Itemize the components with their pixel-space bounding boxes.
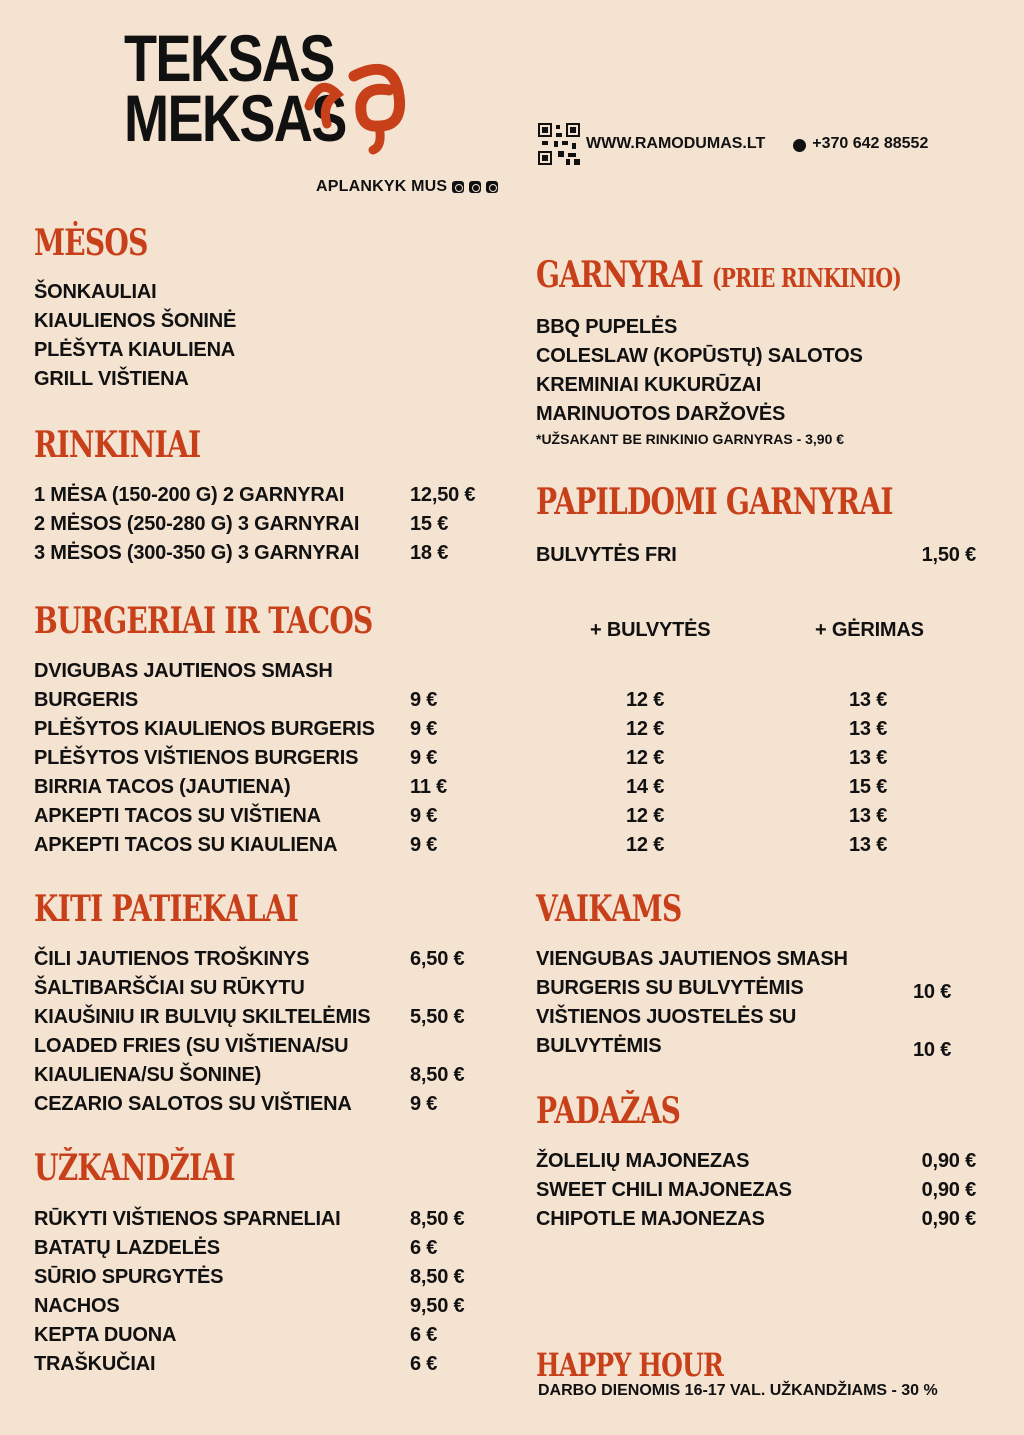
menu-row xyxy=(34,1263,504,1292)
item-price: 15 € xyxy=(410,513,449,535)
item-price: 6 € xyxy=(410,1353,438,1375)
menu-row xyxy=(34,1205,504,1234)
list-item: KIAULIENOS ŠONINĖ xyxy=(34,310,237,332)
item-price: 9 € xyxy=(410,805,438,827)
item-name: LOADED FRIES (SU VIŠTIENA/SU xyxy=(34,1035,349,1057)
menu-row xyxy=(34,1234,504,1263)
item-name: KIAULIENA/SU ŠONINE) xyxy=(34,1064,262,1086)
item-name: PLĖŠYTOS KIAULIENOS BURGERIS xyxy=(34,718,375,740)
item-price: 0,90 € xyxy=(921,1150,976,1172)
item-price-drink: 13 € xyxy=(849,747,888,769)
menu-row xyxy=(34,539,504,568)
logo-line-2: MEKSAS xyxy=(124,81,346,155)
section-title-vaikams: VAIKAMS xyxy=(536,888,682,930)
item-price: 11 € xyxy=(410,776,448,798)
item-name: RŪKYTI VIŠTIENOS SPARNELIAI xyxy=(34,1208,341,1230)
item-price: 9,50 € xyxy=(410,1295,465,1317)
item-name: KIAUŠINIU IR BULVIŲ SKILTELĖMIS xyxy=(34,1006,371,1028)
menu-row xyxy=(34,1350,504,1379)
item-name: SŪRIO SPURGYTĖS xyxy=(34,1266,224,1288)
column-header-gerimas: + GĖRIMAS xyxy=(815,619,924,641)
item-price-drink: 13 € xyxy=(849,805,888,827)
rinkiniai-list xyxy=(34,481,504,568)
menu-row xyxy=(34,657,914,686)
item-price-drink: 13 € xyxy=(849,689,888,711)
section-title-uzkandziai: UŽKANDŽIAI xyxy=(34,1147,235,1189)
garnyrai-note: *UŽSAKANT BE RINKINIO GARNYRAS - 3,90 € xyxy=(536,431,845,447)
item-price: 10 € xyxy=(913,1039,952,1061)
item-price-drink: 13 € xyxy=(849,834,888,856)
menu-row xyxy=(536,974,976,1003)
item-price-drink: 15 € xyxy=(849,776,888,798)
menu-row xyxy=(34,831,914,860)
item-name: BATATŲ LAZDELĖS xyxy=(34,1237,220,1259)
visit-us-label: APLANKYK MUS xyxy=(316,178,448,195)
item-price-fries: 14 € xyxy=(626,776,665,798)
section-title-mesos: MĖSOS xyxy=(34,222,148,264)
menu-row xyxy=(536,1176,976,1205)
item-price-fries: 12 € xyxy=(626,718,665,740)
item-price: 0,90 € xyxy=(921,1179,976,1201)
item-price-fries: 12 € xyxy=(626,805,665,827)
item-name: APKEPTI TACOS SU VIŠTIENA xyxy=(34,805,321,827)
menu-row xyxy=(34,686,914,715)
list-item: ŠONKAULIAI xyxy=(34,281,157,303)
menu-row xyxy=(34,1321,504,1350)
logo-cowboy-mark xyxy=(299,46,419,156)
item-price: 0,90 € xyxy=(921,1208,976,1230)
item-name: CHIPOTLE MAJONEZAS xyxy=(536,1208,765,1230)
item-name: APKEPTI TACOS SU KIAULIENA xyxy=(34,834,338,856)
item-price: 10 € xyxy=(913,981,952,1003)
section-title-papildomi: PAPILDOMI GARNYRAI xyxy=(536,481,893,523)
contact-row xyxy=(538,123,928,165)
happy-hour-text: DARBO DIENOMIS 16-17 VAL. UŽKANDŽIAMS - 30 % xyxy=(538,1382,938,1399)
section-title-garnyrai-text: GARNYRAI xyxy=(536,254,703,296)
item-price-fries: 12 € xyxy=(626,834,665,856)
papildomi-list xyxy=(536,541,976,570)
menu-row xyxy=(536,1147,976,1176)
item-price: 9 € xyxy=(410,834,438,856)
item-price: 5,50 € xyxy=(410,1006,465,1028)
item-name: BULVYTĖMIS xyxy=(536,1035,662,1057)
item-price: 6 € xyxy=(410,1237,438,1259)
item-name: VIENGUBAS JAUTIENOS SMASH xyxy=(536,948,848,970)
menu-row xyxy=(536,1032,976,1061)
menu-row xyxy=(34,1032,504,1061)
phone-number[interactable]: +370 642 88552 xyxy=(812,135,929,152)
item-name: BURGERIS xyxy=(34,689,138,711)
item-price: 9 € xyxy=(410,747,438,769)
item-name: CEZARIO SALOTOS SU VIŠTIENA xyxy=(34,1093,352,1115)
list-item: BBQ PUPELĖS xyxy=(536,316,678,338)
section-title-rinkiniai: RINKINIAI xyxy=(34,424,201,466)
item-price-fries: 12 € xyxy=(626,747,665,769)
item-name: TRAŠKUČIAI xyxy=(34,1353,156,1375)
logo xyxy=(124,21,424,188)
menu-row xyxy=(34,773,914,802)
item-name: ŽOLELIŲ MAJONEZAS xyxy=(536,1150,750,1172)
website-link[interactable]: WWW.RAMODUMAS.LT xyxy=(586,135,766,152)
item-price: 1,50 € xyxy=(921,544,976,566)
burgeriai-list xyxy=(34,657,914,860)
menu-row xyxy=(34,1061,504,1090)
section-title-kiti: KITI PATIEKALAI xyxy=(34,888,299,930)
item-price: 6 € xyxy=(410,1324,438,1346)
item-name: 2 MĖSOS (250-280 G) 3 GARNYRAI xyxy=(34,513,360,535)
item-price: 8,50 € xyxy=(410,1208,465,1230)
item-name: BULVYTĖS FRI xyxy=(536,544,677,566)
section-title-happy-hour: HAPPY HOUR xyxy=(536,1346,724,1384)
item-price: 6,50 € xyxy=(410,948,465,970)
item-name: 1 MĖSA (150-200 G) 2 GARNYRAI xyxy=(34,484,345,506)
garnyrai-list xyxy=(536,313,863,429)
item-price: 18 € xyxy=(410,542,449,564)
item-price: 12,50 € xyxy=(410,484,476,506)
logo-line-1: TEKSAS xyxy=(124,21,334,95)
menu-row xyxy=(34,802,914,831)
list-item: KREMINIAI KUKURŪZAI xyxy=(536,374,762,396)
list-item: PLĖŠYTA KIAULIENA xyxy=(34,339,236,361)
facebook-icon[interactable] xyxy=(469,181,481,193)
kiti-list xyxy=(34,945,504,1119)
menu-row xyxy=(34,744,914,773)
item-price: 9 € xyxy=(410,689,438,711)
item-name: KEPTA DUONA xyxy=(34,1324,177,1346)
item-name: SWEET CHILI MAJONEZAS xyxy=(536,1179,792,1201)
menu-row xyxy=(34,1292,504,1321)
list-item: GRILL VIŠTIENA xyxy=(34,368,189,390)
item-price: 8,50 € xyxy=(410,1266,465,1288)
item-name: BURGERIS SU BULVYTĖMIS xyxy=(536,977,804,999)
item-name: VIŠTIENOS JUOSTELĖS SU xyxy=(536,1006,797,1028)
menu-row xyxy=(536,1003,976,1032)
section-title-burgeriai: BURGERIAI IR TACOS xyxy=(34,600,373,642)
item-name: NACHOS xyxy=(34,1295,120,1317)
menu-row xyxy=(536,1205,976,1234)
qr-code-icon[interactable] xyxy=(538,123,580,165)
menu-row xyxy=(536,945,976,974)
phone-icon xyxy=(793,139,806,152)
menu-row xyxy=(34,715,914,744)
section-subtitle-garnyrai: (PRIE RINKINIO) xyxy=(711,264,902,294)
section-title-garnyrai xyxy=(536,254,901,296)
item-name: PLĖŠYTOS VIŠTIENOS BURGERIS xyxy=(34,747,359,769)
column-header-bulvytes: + BULVYTĖS xyxy=(590,619,711,641)
menu-row xyxy=(34,945,504,974)
item-name: DVIGUBAS JAUTIENOS SMASH xyxy=(34,660,333,682)
menu-row xyxy=(34,510,504,539)
menu-row xyxy=(34,1003,504,1032)
item-price: 9 € xyxy=(410,1093,438,1115)
vaikams-list xyxy=(536,945,976,1061)
item-name: ŠALTIBARŠČIAI SU RŪKYTU xyxy=(34,977,305,999)
item-name: 3 MĖSOS (300-350 G) 3 GARNYRAI xyxy=(34,542,360,564)
item-name: ČILI JAUTIENOS TROŠKINYS xyxy=(34,948,310,970)
uzkandziai-list xyxy=(34,1205,504,1379)
instagram-icon[interactable] xyxy=(452,181,464,193)
section-title-padazas: PADAŽAS xyxy=(536,1090,681,1132)
padazas-list xyxy=(536,1147,976,1234)
list-item: MARINUOTOS DARŽOVĖS xyxy=(536,403,786,425)
list-item: COLESLAW (KOPŪSTŲ) SALOTOS xyxy=(536,345,863,367)
item-price: 8,50 € xyxy=(410,1064,465,1086)
visit-us xyxy=(316,178,498,196)
menu-row xyxy=(34,1090,504,1119)
menu-row xyxy=(34,481,504,510)
item-price-fries: 12 € xyxy=(626,689,665,711)
menu-row xyxy=(536,541,976,570)
menu-row xyxy=(34,974,504,1003)
item-price: 9 € xyxy=(410,718,438,740)
item-price-drink: 13 € xyxy=(849,718,888,740)
tiktok-icon[interactable] xyxy=(486,181,498,193)
item-name: BIRRIA TACOS (JAUTIENA) xyxy=(34,776,291,798)
mesos-list xyxy=(34,278,236,394)
